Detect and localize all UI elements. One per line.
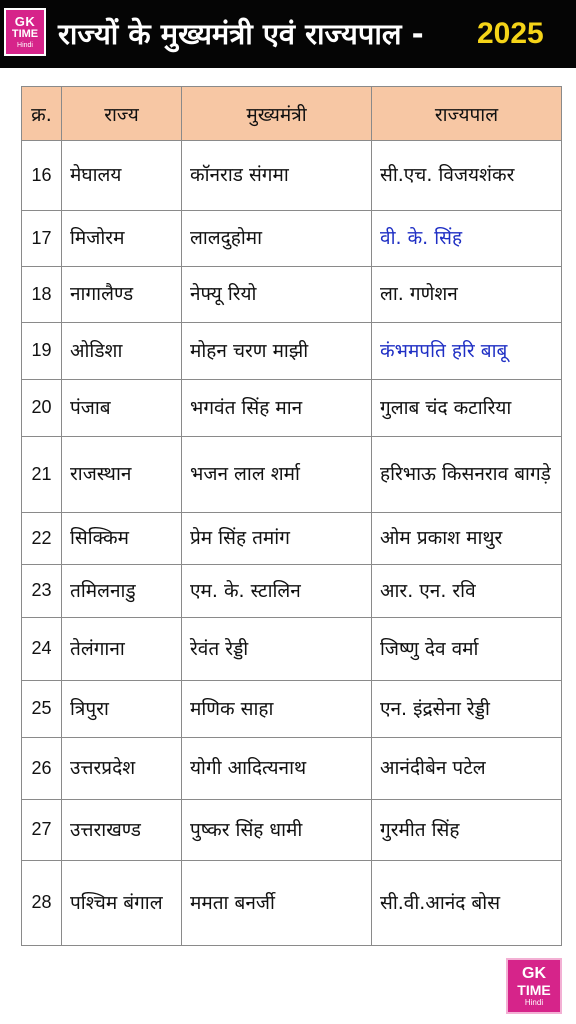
row-governor: कंभमपति हरि बाबू [372,323,562,380]
row-serial: 25 [22,681,62,738]
row-chief-minister: भजन लाल शर्मा [182,437,372,513]
bottom-logo-line-1: GK [522,964,546,982]
governors-table [21,86,562,946]
col-header-chief-minister: मुख्यमंत्री [182,87,372,141]
row-chief-minister: प्रेम सिंह तमांग [182,513,372,565]
row-serial: 18 [22,267,62,323]
row-state: उत्तराखण्ड [62,800,182,861]
row-governor: आनंदीबेन पटेल [372,738,562,800]
row-chief-minister: मोहन चरण माझी [182,323,372,380]
row-state: तेलंगाना [62,618,182,681]
bottom-logo-line-3: Hindi [524,997,544,1007]
col-header-serial: क्र. [22,87,62,141]
row-chief-minister: रेवंत रेड्डी [182,618,372,681]
row-serial: 17 [22,211,62,267]
row-state: सिक्किम [62,513,182,565]
row-governor: हरिभाऊ किसनराव बागड़े [372,437,562,513]
row-governor: गुलाब चंद कटारिया [372,380,562,437]
row-state: उत्तरप्रदेश [62,738,182,800]
table-row [22,618,562,681]
row-state: तमिलनाडु [62,565,182,618]
col-header-state: राज्य [62,87,182,141]
row-serial: 26 [22,738,62,800]
row-governor: एन. इंद्रसेना रेड्डी [372,681,562,738]
row-state: मेघालय [62,141,182,211]
row-state: ओडिशा [62,323,182,380]
table-row [22,565,562,618]
gk-time-logo [4,8,46,56]
gk-time-logo-bottom [506,958,562,1014]
table-row [22,267,562,323]
row-state: पंजाब [62,380,182,437]
row-governor: ला. गणेशन [372,267,562,323]
row-governor: गुरमीत सिंह [372,800,562,861]
row-governor: आर. एन. रवि [372,565,562,618]
table-row [22,800,562,861]
title-year: 2025 [477,17,544,50]
table-row [22,211,562,267]
row-chief-minister: भगवंत सिंह मान [182,380,372,437]
table-header-row [22,87,562,141]
col-header-governor: राज्यपाल [372,87,562,141]
row-state: पश्चिम बंगाल [62,861,182,946]
row-chief-minister: पुष्कर सिंह धामी [182,800,372,861]
row-chief-minister: मणिक साहा [182,681,372,738]
row-governor: जिष्णु देव वर्मा [372,618,562,681]
table-row [22,513,562,565]
row-serial: 22 [22,513,62,565]
row-governor: वी. के. सिंह [372,211,562,267]
row-serial: 16 [22,141,62,211]
table-row [22,437,562,513]
header-bar [0,0,576,68]
row-state: त्रिपुरा [62,681,182,738]
row-serial: 27 [22,800,62,861]
row-governor: सी.एच. विजयशंकर [372,141,562,211]
row-chief-minister: नेफ्यू रियो [182,267,372,323]
row-state: राजस्थान [62,437,182,513]
table-row [22,861,562,946]
row-state: नागालैण्ड [62,267,182,323]
row-chief-minister: योगी आदित्यनाथ [182,738,372,800]
logo-line-2: TIME [11,28,39,40]
row-chief-minister: लालदुहोमा [182,211,372,267]
row-chief-minister: कॉनराड संगमा [182,141,372,211]
row-serial: 23 [22,565,62,618]
row-serial: 21 [22,437,62,513]
table-row [22,141,562,211]
row-state: मिजोरम [62,211,182,267]
row-governor: सी.वी.आनंद बोस [372,861,562,946]
row-governor: ओम प्रकाश माथुर [372,513,562,565]
row-serial: 24 [22,618,62,681]
row-serial: 19 [22,323,62,380]
table-row [22,380,562,437]
row-chief-minister: एम. के. स्टालिन [182,565,372,618]
page-title: राज्यों के मुख्यमंत्री एवं राज्यपाल - [58,17,424,51]
row-serial: 20 [22,380,62,437]
logo-line-1: GK [14,14,36,29]
table-body [22,141,562,946]
row-serial: 28 [22,861,62,946]
row-chief-minister: ममता बनर्जी [182,861,372,946]
logo-line-3: Hindi [17,42,33,49]
bottom-logo-line-2: TIME [517,981,551,998]
table-row [22,681,562,738]
table-row [22,738,562,800]
table-row [22,323,562,380]
